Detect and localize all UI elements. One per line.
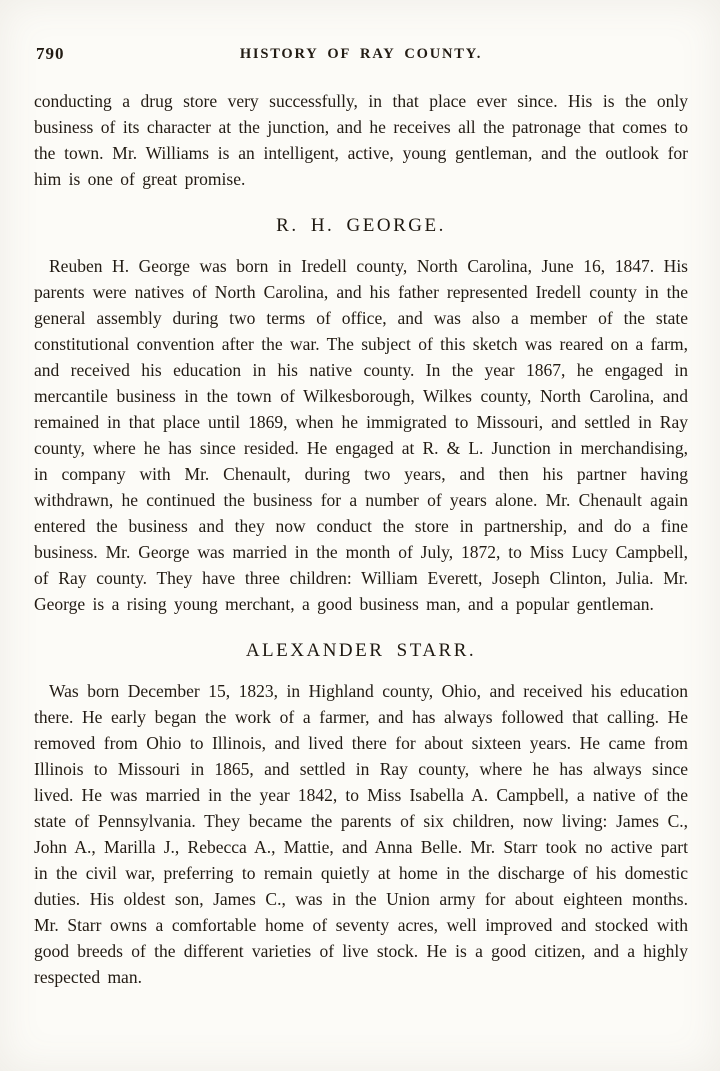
section-paragraph-george: Reuben H. George was born in Iredell county, North Carolina, June 16, 1847. His parents were natives of North Carolina, and his father represented Iredell county in the general assembly during two terms of office, and was also a member of the state constitutional convention after the war. The subject of this sketch was reared on a farm, and received his education in his native county. In the year 1867, he engaged in mercantile business in the town of Wilkesborough, Wilkes county, North Carolina, and remained in that place until 1869, when he immigrated to Missouri, and settled in Ray county, where he has since resided. He engaged at R. & L. Junction in merchandising, in company with Mr. Chenault, during two years, and then his partner having withdrawn, he continued the business for a number of years alone. Mr. Chenault again entered the business and they now conduct the store in partnership, and do a fine business. Mr. George was married in the month of July, 1872, to Miss Lucy Campbell, of Ray county. They have three children: William Everett, Joseph Clinton, Julia. Mr. George is a rising young merchant, a good business man, and a popular gentleman.	[34, 256, 688, 614]
section-paragraph-starr: Was born December 15, 1823, in Highland county, Ohio, and received his education there. He early began the work of a farmer, and has always followed that calling. He removed from Ohio to Illinois, and lived there for about sixteen years. He came from Illinois to Missouri in 1865, and settled in Ray county, where he has always since lived. He was married in the year 1842, to Miss Isabella A. Campbell, a native of the state of Pennsylvania. They became the parents of six children, now living: James C., John A., Marilla J., Rebecca A., Mattie, and Anna Belle. Mr. Starr took no active part in the civil war, preferring to remain quietly at home in the discharge of his domestic duties. His oldest son, James C., was in the Union army for about eighteen months. Mr. Starr owns a comfortable home of seventy acres, well improved and stocked with good breeds of the different varieties of live stock. He is a good citizen, and a highly respected man.	[34, 681, 688, 987]
running-header-title: HISTORY OF RAY COUNTY.	[239, 46, 483, 62]
section-heading-george: R. H. GEORGE.	[276, 215, 446, 236]
page-header	[34, 44, 688, 66]
page-number: 790	[36, 44, 65, 63]
intro-paragraph: conducting a drug store very successfully, in that place ever since. His is the only business of its character at the junction, and he receives all the patronage that comes to the town. Mr. Williams is an intelligent, active, young gentleman, and the outlook for him is one of great promise.	[34, 91, 688, 189]
section-heading-starr: ALEXANDER STARR.	[245, 640, 477, 661]
